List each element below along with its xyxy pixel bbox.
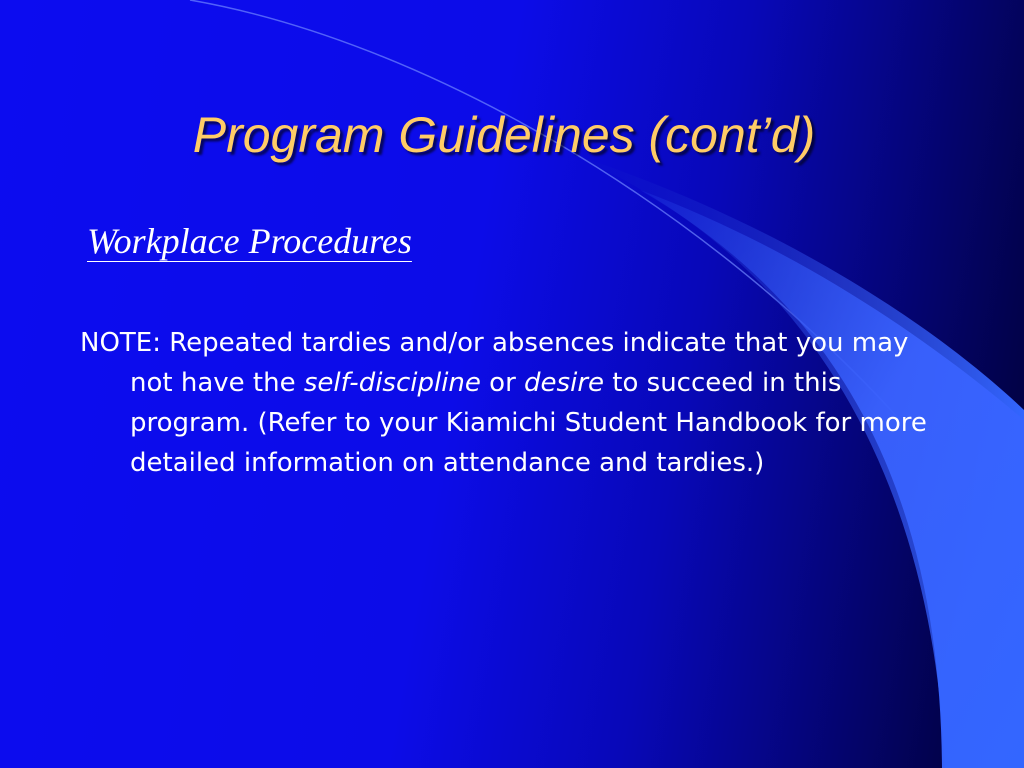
note-text-part2: or <box>480 368 525 398</box>
slide-subtitle: Workplace Procedures <box>87 221 412 261</box>
slide-title: Program Guidelines (cont’d) <box>192 107 816 163</box>
note-emphasis-desire: desire <box>524 368 605 398</box>
note-paragraph <box>80 323 940 483</box>
note-text-part3: to succeed in this program. (Refer to your Kiamichi Student Handbook for more detailed information on attendance and tardies.) <box>130 368 927 478</box>
note-emphasis-self-discipline: self-discipline <box>303 368 481 398</box>
note-text-part1: NOTE: Repeated tardies and/or absences indicate that you may not have the <box>80 328 909 398</box>
